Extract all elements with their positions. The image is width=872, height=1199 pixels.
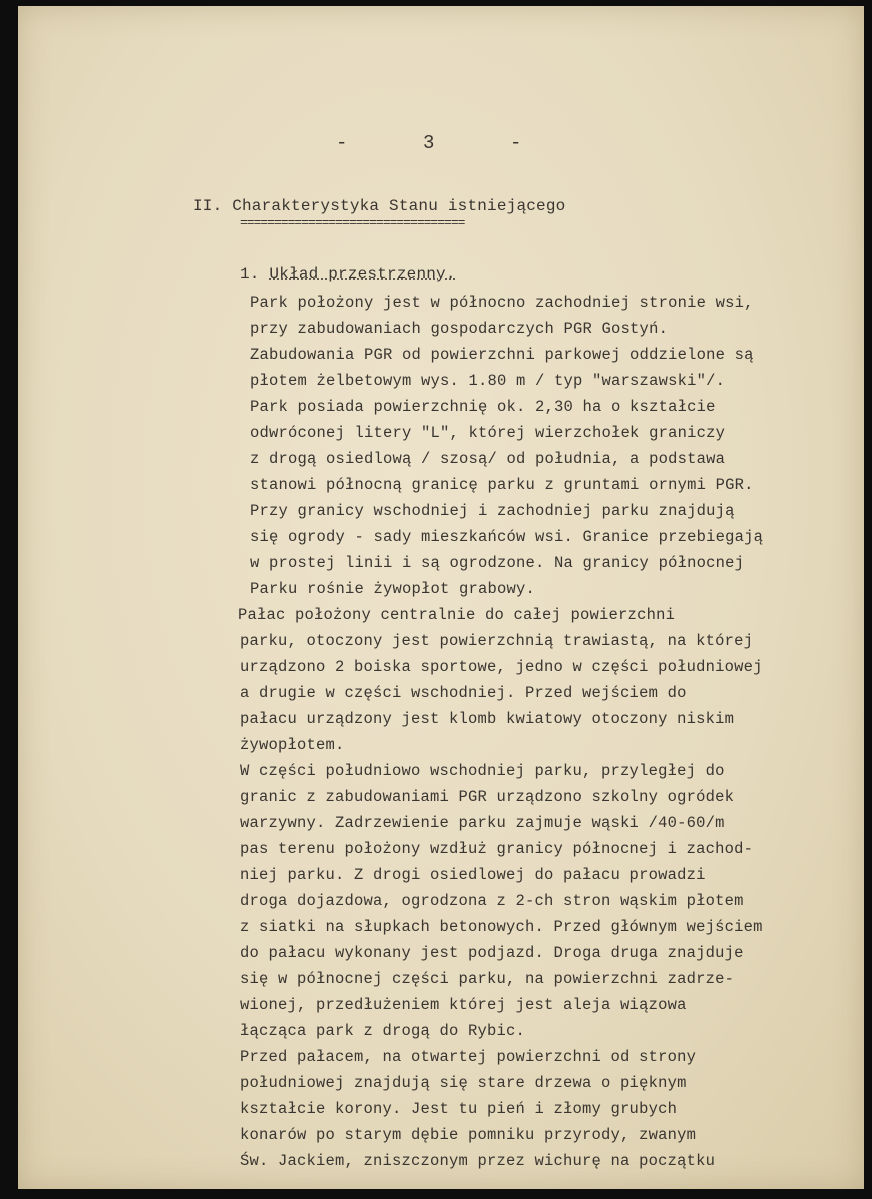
title-underline: ================================= — [240, 215, 465, 230]
text-line: pałacu urządzony jest klomb kwiatowy otoczony niskim — [240, 710, 735, 728]
text-line: a drugie w części wschodniej. Przed wejściem do — [240, 684, 687, 702]
text-line: granic z zabudowaniami PGR urządzono szkolny ogródek — [240, 788, 735, 806]
text-line: W części południowo wschodniej parku, przyległej do — [240, 762, 725, 780]
text-line: Zabudowania PGR od powierzchni parkowej oddzielone są — [250, 346, 754, 364]
text-line: parku, otoczony jest powierzchnią trawiastą, na której — [240, 632, 754, 650]
text-line: niej parku. Z drogi osiedlowej do pałacu prowadzi — [240, 866, 706, 884]
text-line: pas terenu położony wzdłuż granicy północnej i zachod- — [240, 840, 754, 858]
text-line: Przed pałacem, na otwartej powierzchni od strony — [240, 1048, 697, 1066]
page-number: - 3 - — [336, 132, 528, 154]
text-line: kształcie korony. Jest tu pień i złomy grubych — [240, 1100, 678, 1118]
text-line: odwróconej litery "L", której wierzchołek graniczy — [250, 424, 726, 442]
text-line: przy zabudowaniach gospodarczych PGR Gostyń. — [250, 320, 669, 338]
text-line: z siatki na słupkach betonowych. Przed głównym wejściem — [240, 918, 763, 936]
text-line: Park posiada powierzchnię ok. 2,30 ha o kształcie — [250, 398, 716, 416]
text-line: Św. Jackiem, zniszczonym przez wichurę na początku — [240, 1152, 716, 1170]
text-line: południowej znajdują się stare drzewa o pięknym — [240, 1074, 687, 1092]
document-page — [18, 6, 864, 1189]
section-title: II. Charakterystyka Stanu istniejącego — [193, 197, 566, 215]
text-line: się ogrody - sady mieszkańców wsi. Granice przebiegają — [250, 528, 764, 546]
text-line: się w północnej części parku, na powierzchni zadrze- — [240, 970, 735, 988]
text-line: Przy granicy wschodniej i zachodniej parku znajdują — [250, 502, 735, 520]
text-line: Park położony jest w północno zachodniej stronie wsi, — [250, 294, 754, 312]
subsection-number: 1. — [240, 265, 260, 283]
text-line: do pałacu wykonany jest podjazd. Droga druga znajduje — [240, 944, 744, 962]
text-line: Parku rośnie żywopłot grabowy. — [250, 580, 536, 598]
text-line: łącząca park z drogą do Rybic. — [240, 1022, 526, 1040]
text-line: Pałac położony centralnie do całej powierzchni — [238, 606, 676, 624]
text-line: warzywny. Zadrzewienie parku zajmuje wąski /40-60/m — [240, 814, 725, 832]
text-line: droga dojazdowa, ogrodzona z 2-ch stron wąskim płotem — [240, 892, 744, 910]
text-line: wionej, przedłużeniem której jest aleja wiązowa — [240, 996, 687, 1014]
text-line: w prostej linii i są ogrodzone. Na granicy północnej — [250, 554, 745, 572]
subsection-title: Układ przestrzenny. — [269, 265, 456, 283]
text-line: konarów po starym dębie pomniku przyrody, zwanym — [240, 1126, 697, 1144]
text-line: z drogą osiedlową / szosą/ od południa, a podstawa — [250, 450, 726, 468]
text-line: żywopłotem. — [240, 736, 345, 754]
text-line: stanowi północną granicę parku z gruntami ornymi PGR. — [250, 476, 754, 494]
text-line: płotem żelbetowym wys. 1.80 m / typ "warszawski"/. — [250, 372, 726, 390]
text-line: urządzono 2 boiska sportowe, jedno w części południowej — [240, 658, 763, 676]
subsection-heading — [240, 266, 456, 282]
